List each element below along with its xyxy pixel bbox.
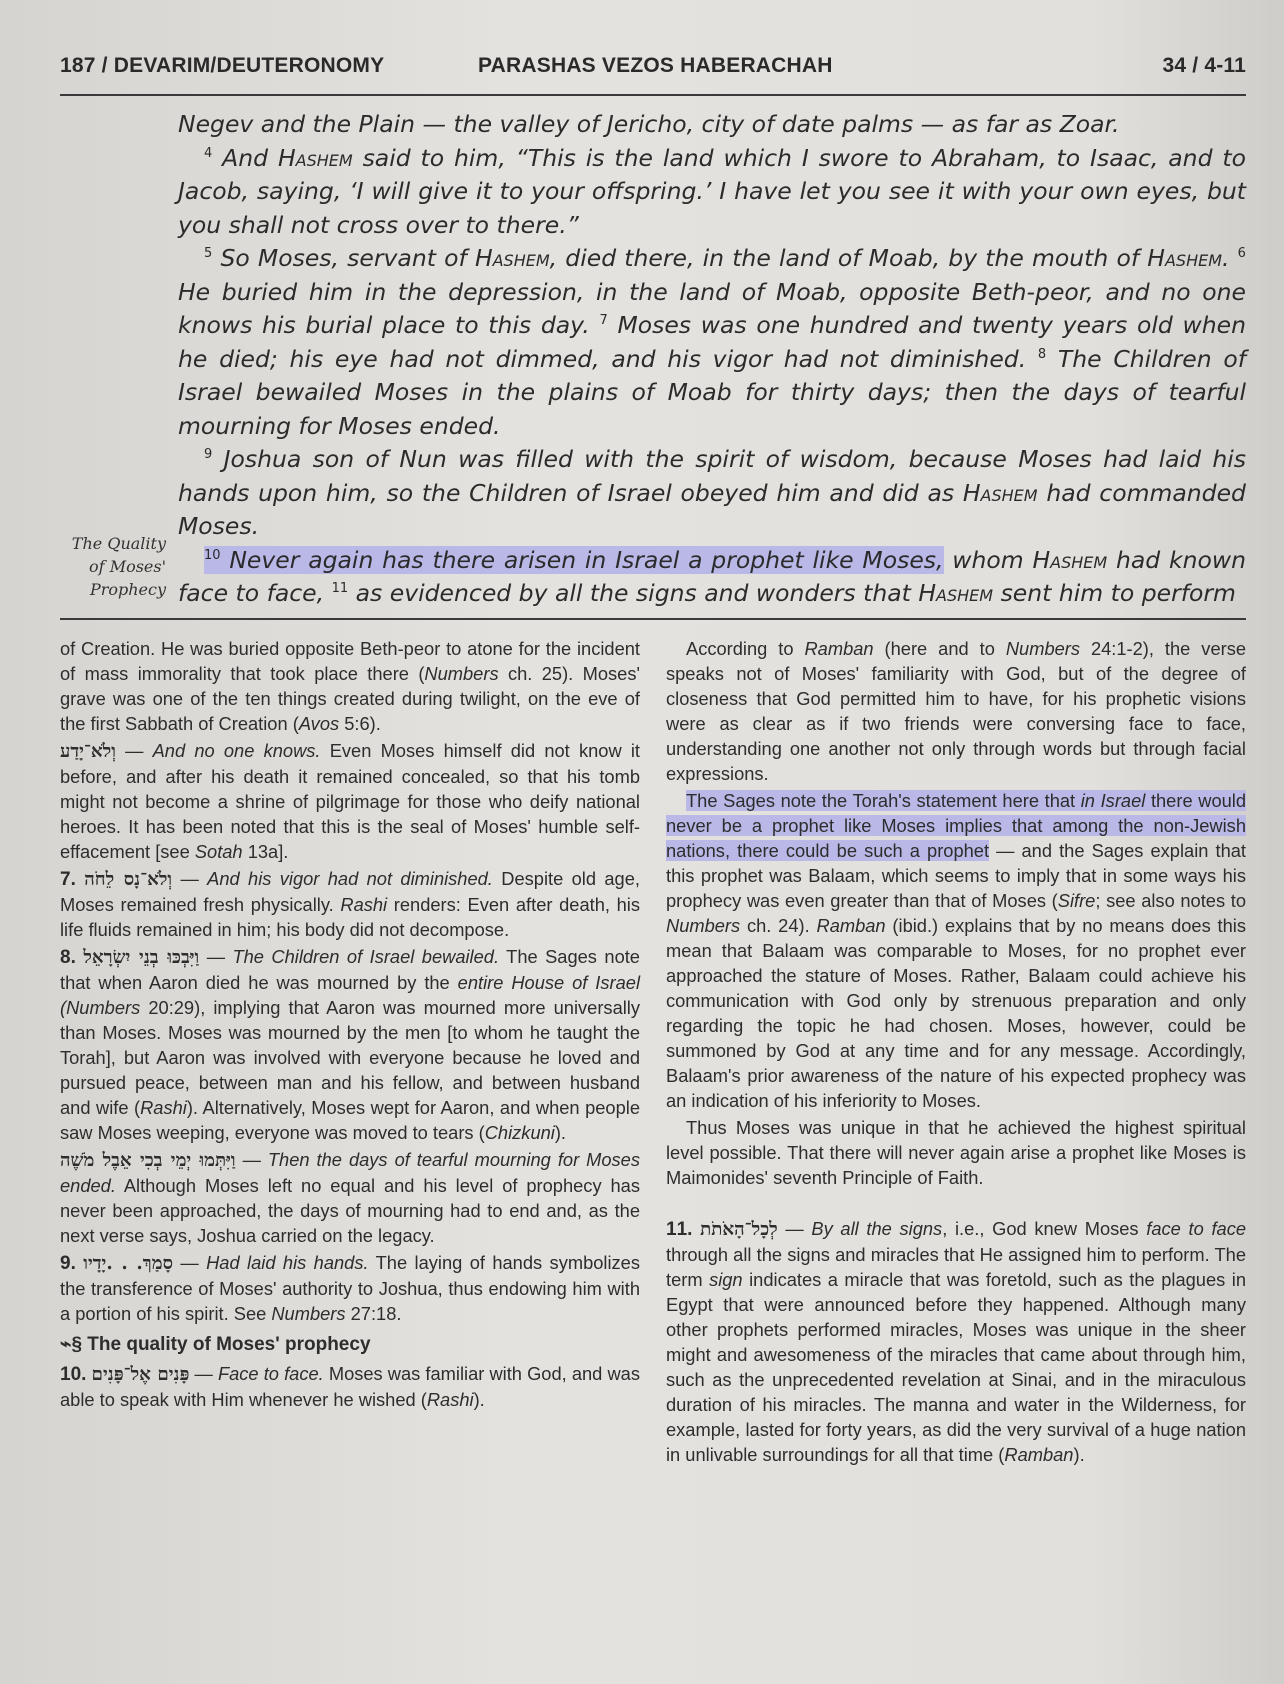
header-center: PARASHAS VEZOS HABERACHAH xyxy=(478,54,833,77)
comment-11: 11. לְכָל־הָאֹתֹת — By all the signs, i.e., God knew Moses face to face through all the signs and miracles that He assigned him to perform. The term sign indicates a miracle that was foretold, such as the plagues in Egypt that were announced before they happened. Although many other prophets performed miracles, Moses was unique in the sheer might and awesomeness of the miracles that came about through him, such as the unprecedented revelation at Sinai, and in the miraculous duration of his miracles. The manna and water in the Wilderness, for example, lasted for forty years, as did the very survival of a huge nation in unlivable surroundings for all that time (Ramban). xyxy=(666,1218,1246,1465)
section-rule xyxy=(60,618,1246,620)
comment-highlight: The Sages note the Torah's statement here that in Israel there would never be a prophet like Moses implies that among the non-Jewish nations, there could be such a prophet xyxy=(666,790,1247,861)
comment-9: 9. סָמַךְ. . .יָדָיו — Had laid his hands. The laying of hands symbolizes the transference of Moses' authority to Joshua, thus endowing him with a portion of his spirit. See Numbers 27:18. xyxy=(60,1252,640,1324)
verse-10-11: $^{10}$ Never again has there arisen in Israel a prophet like Moses, whom Hashem had known face to face, $^{11}$ as evidenced by all the signs and wonders that Hashem sent him to perform xyxy=(178,545,1246,607)
comment-7: 7. וְלֹא־נָס לֵחֹה — And his vigor had not diminished. Despite old age, Moses remained fresh physically. Rashi renders: Even after death, his life fluids remained in him; his body did not decompose. xyxy=(60,868,640,940)
commentary-right-column xyxy=(666,636,1246,1469)
verse-translation xyxy=(178,108,1246,611)
running-header xyxy=(60,50,1246,86)
comment-8b: וַיִּתְּמוּ יְמֵי בְכִי אֵבֶל מֹשֶׁה — Then the days of tearful mourning for Moses ended. Although Moses left no equal and his level of prophecy has never been approached, the days of mourning had to end and, as the next verse says, Joshua carried on the legacy. xyxy=(60,1149,640,1246)
comment-continuation: of Creation. He was buried opposite Beth-peor to atone for the incident of mass immorality that took place there (Numbers ch. 25). Moses' grave was one of the ten things created during twilight, on the eve of the first Sabbath of Creation (Avos 5:6). xyxy=(60,638,640,734)
comment-8: 8. וַיִּבְכּוּ בְנֵי יִשְׂרָאֵל — The Children of Israel bewailed. The Sages note that when Aaron died he was mourned by the entire House of Israel (Numbers 20:29), implying that Aaron was mourned more universally than Moses. Moses was mourned by the men [to whom he taught the Torah], but Aaron was involved with everyone because he loved and pursued peace, between man and his fellow, and between husband and wife (Rashi). Alternatively, Moses wept for Aaron, and when people saw Moses weeping, everyone was moved to tears (Chizkuni). xyxy=(60,946,640,1143)
section-subheading: ⌁§ The quality of Moses' prophecy xyxy=(60,1334,371,1355)
header-right: 34 / 4-11 xyxy=(1162,54,1246,77)
comment-10: 10. פָּנִים אֶל־פָּנִים — Face to face. Moses was familiar with God, and was able to speak with Him whenever he wished (Rashi). xyxy=(60,1363,640,1410)
commentary-left-column xyxy=(60,636,640,1414)
verse-5-8: $^5$ So Moses, servant of Hashem, died there, in the land of Moab, by the mouth of Hashem. $^6$ He buried him in the depression, in the land of Moab, opposite Beth-peor, and no one knows his burial place to this day. $^7$ Moses was one hundred and twenty years old when he died; his eye had not dimmed, and his vigor had not diminished. $^8$ The Children of Israel bewailed Moses in the plains of Moab for thirty days; then the days of tearful mourning for Moses ended. xyxy=(178,244,1246,440)
comment-ramban: According to Ramban (here and to Numbers 24:1-2), the verse speaks not of Moses' familiarity with God, but of the degree of closeness that God permitted him to have, for his prophetic visions were as clear as if two friends were conversing face to face, understanding one another not only through words but through facial expressions. xyxy=(666,638,1247,784)
comment-balaam: The Sages note the Torah's statement here that in Israel there would never be a prophet like Moses implies that among the non-Jewish nations, there could be such a prophet — and the Sages explain that this prophet was Balaam, which seems to imply that in some ways his prophecy was even greater than that of Moses (Sifre; see also notes to Numbers ch. 24). Ramban (ibid.) explains that by no means does this mean that Balaam was comparable to Moses, for no prophet ever approached the stature of Moses. Rather, Balaam could achieve his communication with God only by strenuous preparation and only regarding the topic he had chosen. Moses, however, could be summoned by God at any time and for any message. Accordingly, Balaam's prior awareness of the nature of his expected prophecy was an indication of his inferiority to Moses. xyxy=(666,790,1247,1111)
verse-4: $^4$ And Hashem said to him, “This is the land which I swore to Abraham, to Isaac, and to Jacob, saying, ‘I will give it to your offspring.’ I have let you see it with your own eyes, but you shall not cross over to there.” xyxy=(178,143,1246,239)
verse-line-1: Negev and the Plain — the valley of Jericho, city of date palms — as far as Zoar. xyxy=(178,110,1120,138)
verse-9: $^9$ Joshua son of Nun was filled with the spirit of wisdom, because Moses had laid his hands upon him, so the Children of Israel obeyed him and did as Hashem had commanded Moses. xyxy=(178,445,1246,540)
verse-highlight: $^{10}$ Never again has there arisen in Israel a prophet like Moses, xyxy=(204,545,944,574)
comment-no-one-knows: וְלֹא־יָדַע — And no one knows. Even Moses himself did not know it before, and after his death it remained concealed, so that his tomb might not become a shrine of pilgrimage for those who deify national heroes. It has been noted that this is the seal of Moses' humble self-effacement [see Sotah 13a]. xyxy=(60,740,640,862)
margin-note: The Quality of Moses' Prophecy xyxy=(71,534,166,599)
header-left: 187 / DEVARIM/DEUTERONOMY xyxy=(60,54,385,77)
comment-unique: Thus Moses was unique in that he achieved the highest spiritual level possible. That there will never again arise a prophet like Moses is Maimonides' seventh Principle of Faith. xyxy=(666,1117,1246,1188)
header-rule xyxy=(60,94,1246,96)
